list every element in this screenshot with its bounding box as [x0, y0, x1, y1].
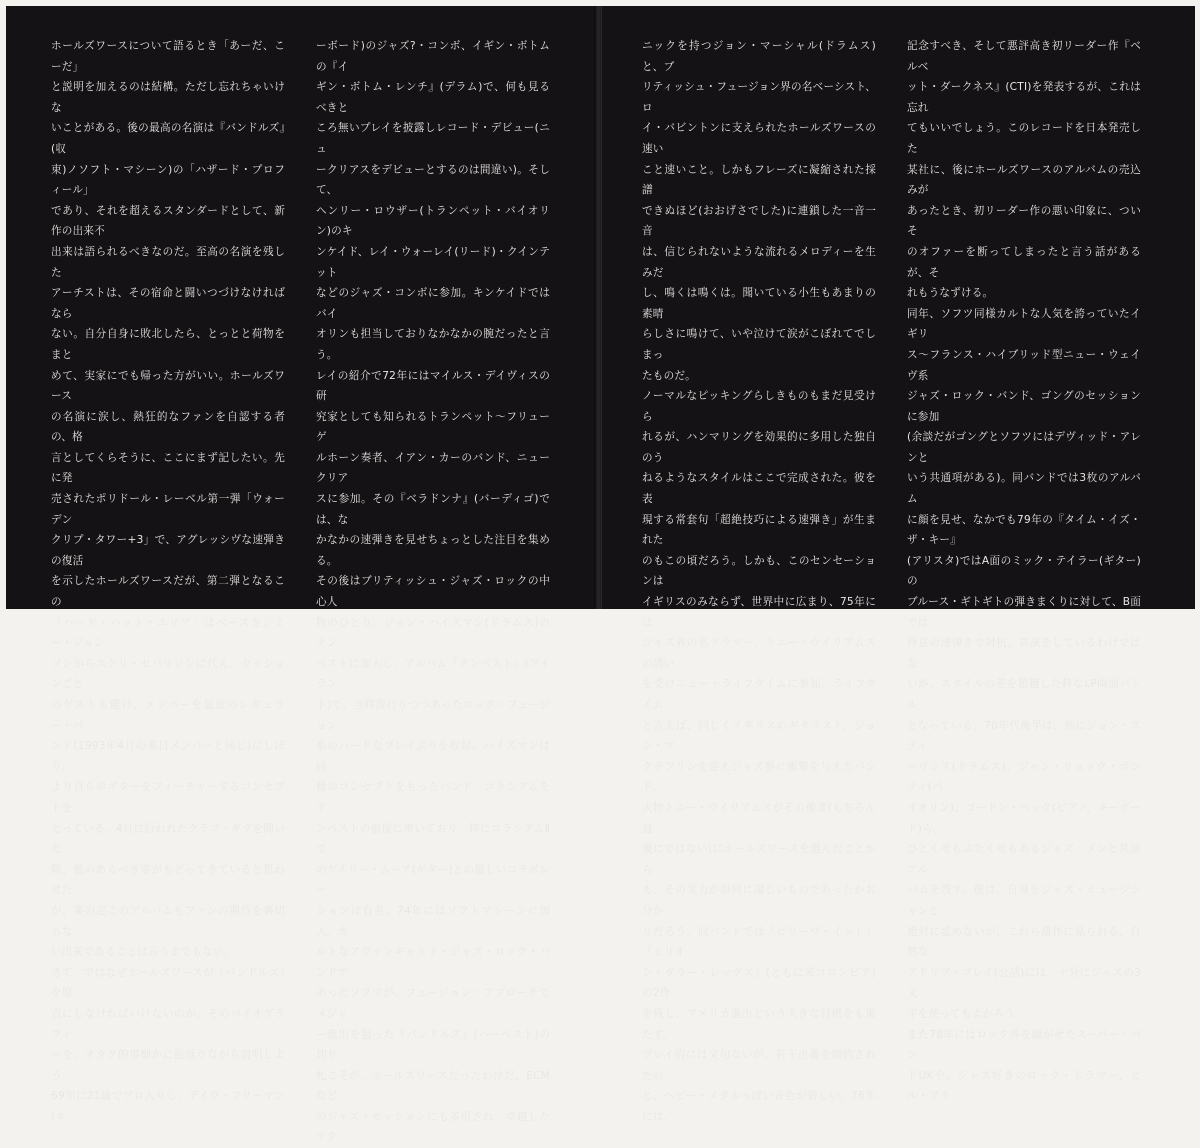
left-page — [6, 6, 598, 1144]
right-page — [601, 6, 1195, 1123]
text-column-4: 記念すべき、そして悪評高き初リーダー作『ベルベ ット・ダークネス』(CTI)を発表するが、これは忘れ てもいいでしょう。このレコードを日本発売した 某社に、後にホールズワースのアルバムの売込みが あったとき、初リーダー作の悪い印象に、ついそ のオファーを断ってしまったと言う話があるが、そ れもうなずける。 同年、ソフツ同様カルトな人気を誇っていたイギリ ス〜フランス・ハイブリッド型ニュー・ウェイヴ系 ジャズ・ロック・バンド、ゴングのセッションに参加 (余談だがゴングとソフツにはデヴィッド・アレンと いう共通項がある)。同バンドでは3枚のアルバム に顔を見せ、なかでも79年の『タイム・イズ・ザ・キー』 (アリスタ)ではA面のミック・テイラー(ギター)の ブルース・ギトギトの弾きまくりに対して、B面では 得意の速弾きで対抗。共演をしているわけではな いが、スタイルの差を超越した粋なLP両面バトル となっている。70年代後半は、他にジョン・スティ ーヴンス(ドラムス)、ジャン・リュック・ポンティ(バ イオリン)、ゴードン・ベック(ピアノ、キーボード)ら、 ひとくせもふたくせもあるジャズ・メンと共演アル バムを残す。彼は、自身をジャズ・ミュージシャンと 絶対に認めないが、これら諸作に見られる、自然な アドリブ・プレイ(会話)には、十分にジャズの3文 字を使ってもよかろう。 また78年にはロック界を騒がせたスーパー・バン ドUKや、ジャズ好きのロック・ドラマー、ビル・ブラ — [907, 40, 1141, 1103]
text-column-3: ニックを持つジョン・マーシャル(ドラムス)と、ブ リティッシュ・フュージョン界の名ベーシスト、ロ イ・バビントンに支えられたホールズワースの速い こと速いこと。しかもフレーズに凝縮された採譜 できぬほど(おおげさでした)に連鎖した一音一音 は、信じられないような流れるメロディーを生みだ し、鳴くは鳴くは。聞いている小生もあまりの素晴 らしさに鳴けて、いや泣けて涙がこぼれてでしまっ たものだ。 ノーマルなピッキングらしきものもまだ見受けら れるが、ハンマリングを効果的に多用した独自のう ねるようなスタイルはここで完成された。彼を表 現する常套句「超絶技巧による速弾き」が生まれた のもこの頃だろう。しかも、このセンセーションは イギリスのみならず、世界中に広まり、75年には ジャズ界の名ドラマー、トニー・ウイリアムスの誘い を受けニュー・ライフタイムに参加。ライフタイム と言えば、同じくイギリスのギタリスト、ジョン・マ クラフリンを迎えジャズ界に衝撃を与えたバンド。 大物トニー・ウイリアムスがその後釜(もちろん直 後にではない)にホールズワースを選んだことから も、その実力が如何に凄じいものであったかお分か りだろう。同バンドでは『ビリーヴ・イット』『ミリオ ン・ダラー・レッグズ』(ともに米コロンビア)の2作 を残し、アメリカ進出という大きな目標をも果たす。 プレイ的には文句ないが、若干出番を制約されたの と、ヘビー・メタルっぽい音色が惜しい。76年には、 — [642, 40, 876, 1123]
text-column-1: ホールズワースについて語るとき「あーだ、こーだ」 と説明を加えるのは結構。ただし忘れちゃいけな いことがある。後の最高の名演は『バンドルズ』(収 束)ノソフト・マシーン)の「ハザード・プロフィール」 であり、それを超えるスタンダードとして、新作の出来不 出来は語られるべきなのだ。至高の名演を残した アーチストは、その宿命と闘いつづけなければなら ない。自分自身に敗北したら、とっとと荷物をまと めて、実家にでも帰った方がいい。ホールズワース の名演に涙し、熱狂的なファンを自認する者の、格 言としてくらそうに、ここにまず記したい。先に発 売されたポリドール・レーベル第一弾「ウォーデン クリプ・タワー+3」で、アグレッシヴな速弾きの復活 を示したホールズワースだが、第二弾となるこの 「ハード・ハット・エリア」はベースをジミー・ジョン ソンからスクリ・セバリソンに代え、セッションごと のゲストも避け、メンバーを最近のレギュラー・バ ンド(1993年4月の来日メンバーと同じ)にしぼり、 より自らのギターをフィーチャーするコンセプトを とっている。4月に行われたクラブ・ギグを聞いた 際、彼のあるべき姿がもどってきていると思わせた が、案の定このアルバムもファンの期待を裏切らな い出来であることは言うまでもない。 さて、ではなぜホールズワースが『バンドルズ』を原 点にしなければいけないのか、そのバイオグラフィ ーを、オタク的事細かに振返りながら説明しよう。 69年に21歳でプロ入りし、デイヴ・フリーマン(キ — [51, 40, 285, 1123]
text-column-2: ーボード)のジャズ?・コンボ、イギン・ボトムの『イ ギン・ボトム・レンチ』(デラム)で、何も見るべきと ころ無いプレイを披露しレコード・デビュー(ニュ ークリアスをデビューとするのは間違い)。そして、 ヘンリー・ロウザー(トランペット・バイオリン)のキ ンケイド、レイ・ウォーレイ(リード)・クインテット などのジャズ・コンボに参加。キンケイドではバイ オリンも担当しておりなかなかの腕だったと言う。 レイの紹介で72年にはマイルス・デイヴィスの研 究家としても知られるトランペット〜フリューゲ ルホーン奏者、イアン・カーのバンド、ニュークリア スに参加。その『ベラドンナ』(バーディゴ)では、な かなかの速弾きを見せちょっとした注目を集める。 その後はブリティッシュ・ジャズ・ロックの中心人 物のひとり、ジョン・ハイズマン(ドラムス)のテン ペストに加入し、アルバム『テンペスト』(アイラン ド)で、当時流行りつつあったロック・フュージョン 系のハードなプレイぶりを収録。ハイズマンは同 様のコンセプトをもったバンド、コラシアムをテ ンペストの前後に率いており、特にコラシアムⅡで のゲイリー・ムーア(ギター)との激しいコラボレー ションは有名。74年にはソフトマシーンに加入。カ ルトなアヴァンギャルド・ジャズ・ロック・バンドで あったソフツが、フュージョン・アプローチでメジャ ー進出を狙った『バンドルズ』(ハーベスト)の切り 札こそが、ホールズワースだったわけだ。ECM など のジャズ・セッションにも多用され、卓越したテク — [316, 40, 550, 1144]
